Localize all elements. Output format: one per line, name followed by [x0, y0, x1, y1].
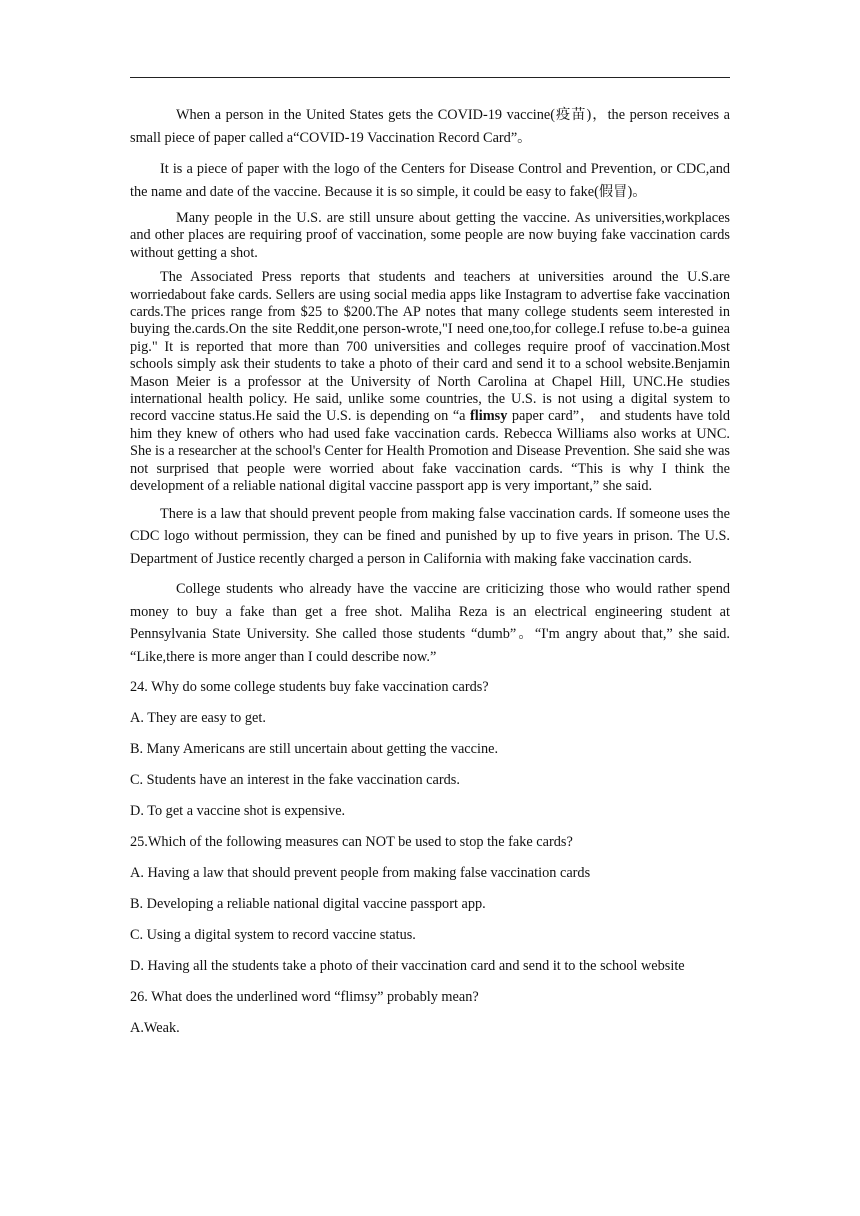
question-24-option-a: A. They are easy to get.: [130, 710, 266, 726]
question-24-option-c: C. Students have an interest in the fake vaccination cards.: [130, 772, 460, 788]
paragraph-3: Many people in the U.S. are still unsure about getting the vaccine. As universities,workplaces and other places are requiring proof of vaccination, some people are now buying fake vaccination cards without getting a shot.: [130, 210, 730, 261]
question-25-option-d: D. Having all the students take a photo of their vaccination card and send it to the school website: [130, 958, 685, 974]
header-rule: [130, 77, 730, 78]
question-26-option-a: A.Weak.: [130, 1020, 180, 1036]
question-25-option-c: C. Using a digital system to record vaccine status.: [130, 927, 416, 943]
paragraph-2: It is a piece of paper with the logo of the Centers for Disease Control and Prevention, or CDC,and the name and date of the vaccine. Because it is so simple, it could be easy to fake(假冒)。: [130, 161, 730, 200]
underlined-word-flimsy: flimsy: [470, 408, 508, 425]
paragraph-6: College students who already have the vaccine are criticizing those who would rather spend money to buy a fake than get a free shot. Maliha Reza is an electrical engineering student at Pennsylvania State University. She called those students “dumb”。“I'm angry about that,” she said. “Like,there is more anger than I could describe now.”: [130, 581, 730, 665]
passage-content: [130, 104, 730, 1038]
paragraph-1: When a person in the United States gets the COVID-19 vaccine(疫苗)，the person receives a small piece of paper called a“COVID-19 Vaccination Record Card”。: [130, 107, 730, 146]
question-25-option-b: B. Developing a reliable national digital vaccine passport app.: [130, 896, 486, 912]
question-24-option-b: B. Many Americans are still uncertain about getting the vaccine.: [130, 741, 499, 757]
paragraph-4-text-before: The Associated Press reports that students and teachers at universities around the U.S.are worriedabout fake cards. Sellers are using social media apps like Instagram to advertise fake vaccination cards.The prices range from $25 to $200.The AP notes that many college students seem interested in buying the.cards.On the site Reddit,one person-wrote,"I need one,too,for college.I refuse to.be-a guinea pig." It is reported that more than 700 universities and colleges require proof of vaccination.Most schools simply ask their students to take a photo of their card and send it to a school website.Benjamin Mason Meier is a professor at the University of North Carolina at Chapel Hill, UNC.He studies international health policy. He said, unlike some countries, the U.S. is not using a digital system to record vaccine status.He said the U.S. is depending on “a: [130, 269, 730, 425]
question-24: 24. Why do some college students buy fake vaccination cards?: [130, 679, 489, 695]
question-24-option-d: D. To get a vaccine shot is expensive.: [130, 803, 346, 819]
question-26: 26. What does the underlined word “flimsy” probably mean?: [130, 989, 479, 1005]
question-25: 25.Which of the following measures can NOT be used to stop the fake cards?: [130, 834, 573, 850]
paragraph-4-text-after: paper card”， and students have told him they knew of others who had used fake vaccination cards. Rebecca Williams also works at UNC. She is a researcher at the school's Center for Health Promotion and Disease Prevention. She said she was not surprised that people were worried about fake vaccination cards. “This is why I think the development of a reliable national digital vaccine passport app is very important,” she said.: [130, 408, 730, 495]
paragraph-5: There is a law that should prevent people from making false vaccination cards. If someone uses the CDC logo without permission, they can be fined and punished by up to five years in prison. The U.S. Department of Justice recently charged a person in California with making fake vaccination cards.: [130, 505, 730, 567]
paragraph-4: [130, 269, 730, 495]
question-25-option-a: A. Having a law that should prevent people from making false vaccination cards: [130, 865, 591, 881]
